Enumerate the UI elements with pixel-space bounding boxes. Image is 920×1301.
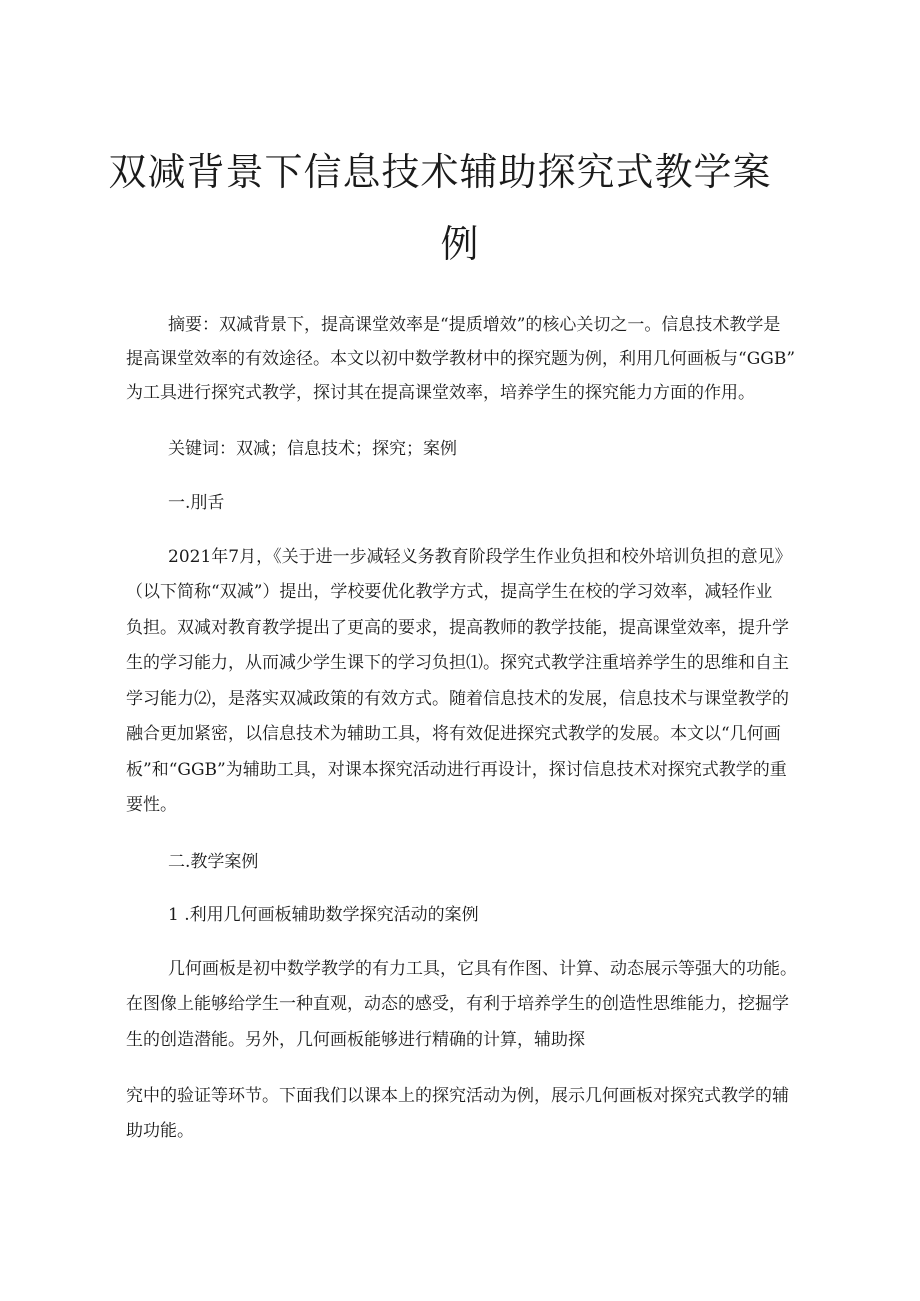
intro-line-6: 融合更加紧密，以信息技术为辅助工具，将有效促进探究式教学的发展。本文以“几何画 <box>126 724 781 744</box>
abstract-line-1: 摘要：双减背景下，提高课堂效率是“提质增效”的核心关切之一。信息技术教学是 <box>168 315 781 335</box>
subsection-1-heading: 1 .利用几何画板辅助数学探究活动的案例 <box>168 905 479 925</box>
body-1-line-2: 在图像上能够给学生一种直观，动态的感受，有利于培养学生的创造性思维能力，挖掘学 <box>126 994 789 1014</box>
intro-line-7: 板”和“GGB”为辅助工具，对课本探究活动进行再设计，探讨信息技术对探究式教学的重 <box>126 760 787 780</box>
keywords: 关键词：双减；信息技术；探究；案例 <box>168 439 457 459</box>
body-2-line-2: 助功能。 <box>126 1121 194 1141</box>
title-line-1: 双减背景下信息技术辅助探究式教学案 <box>108 150 772 194</box>
section-1-heading: 一.刖舌 <box>168 493 225 513</box>
intro-line-8: 要性。 <box>126 795 177 815</box>
abstract-line-3: 为工具进行探究式教学，探讨其在提高课堂效率，培养学生的探究能力方面的作用。 <box>126 383 755 403</box>
intro-line-4: 生的学习能力，从而减少学生课下的学习负担⑴。探究式教学注重培养学生的思维和自主 <box>126 653 789 673</box>
title-line-2: 例 <box>440 222 480 266</box>
intro-line-1: 2021年7月，《关于进一步减轻义务教育阶段学生作业负担和校外培训负担的意见》 <box>168 547 792 567</box>
intro-line-5: 学习能力⑵，是落实双减政策的有效方式。随着信息技术的发展，信息技术与课堂教学的 <box>126 689 789 709</box>
abstract-line-2: 提高课堂效率的有效途径。本文以初中数学教材中的探究题为例，利用几何画板与“GGB” <box>126 349 796 369</box>
body-1-line-1: 几何画板是初中数学教学的有力工具，它具有作图、计算、动态展示等强大的功能。 <box>168 959 797 979</box>
intro-line-3: 负担。双减对教育教学提出了更高的要求，提高教师的教学技能，提高课堂效率，提升学 <box>126 618 789 638</box>
body-2-line-1: 究中的验证等环节。下面我们以课本上的探究活动为例，展示几何画板对探究式教学的辅 <box>126 1086 789 1106</box>
body-1-line-3: 生的创造潜能。另外，几何画板能够进行精确的计算，辅助探 <box>126 1030 585 1050</box>
section-2-heading: 二.教学案例 <box>168 852 259 872</box>
intro-line-2: （以下简称“双减”）提出，学校要优化教学方式，提高学生在校的学习效率，减轻作业 <box>126 582 773 602</box>
